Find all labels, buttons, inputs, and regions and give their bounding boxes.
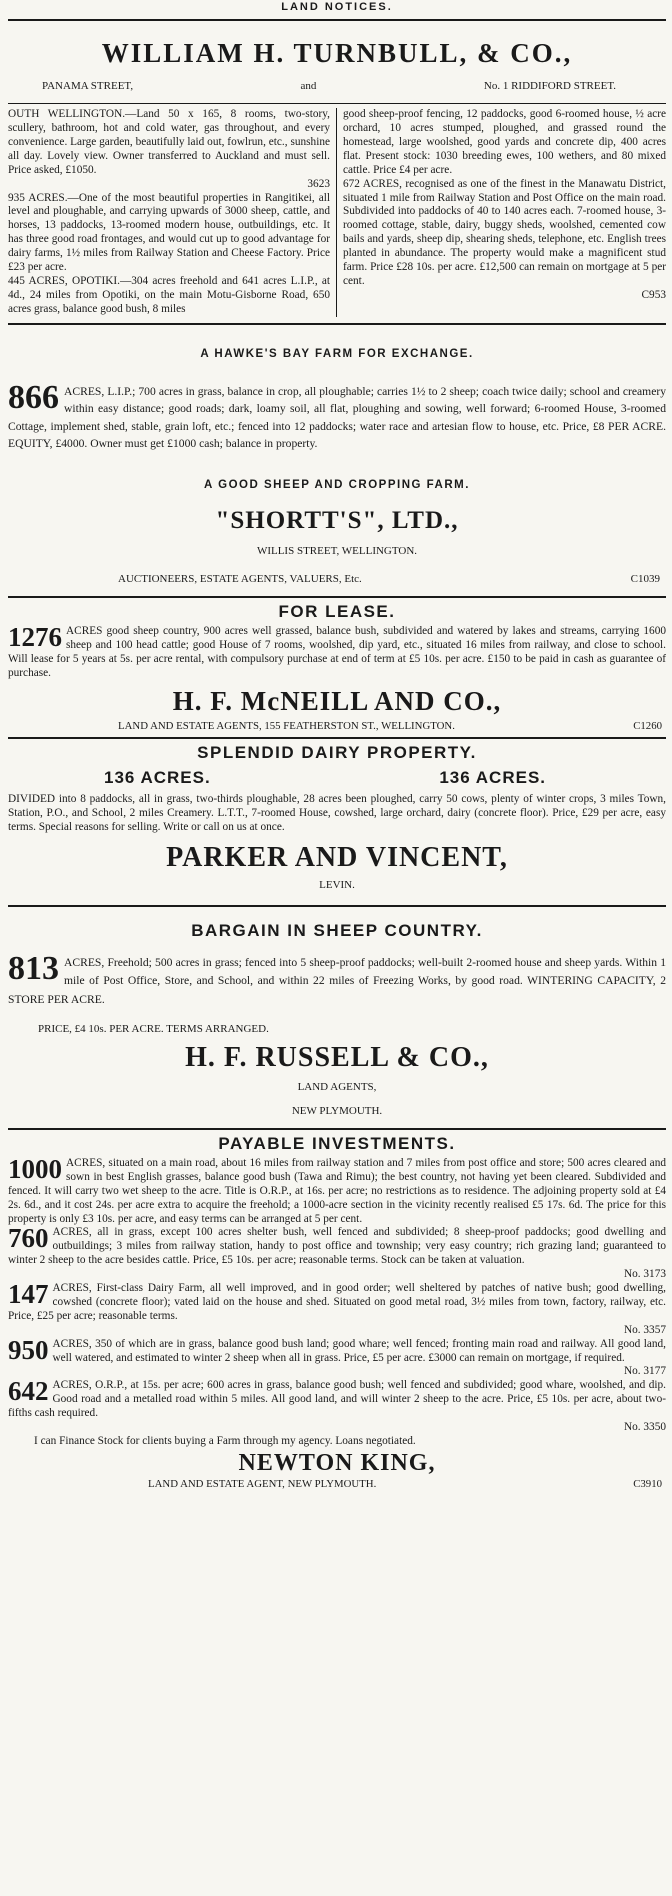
section-title: LAND NOTICES. <box>281 1 393 13</box>
dairy-acres-right: 136 ACRES. <box>439 768 546 788</box>
acreage-number: 147 <box>8 1279 49 1310</box>
russell-firm-name: H. F. RUSSELL & CO., <box>185 1041 489 1073</box>
listing-ref: No. 3173 <box>623 1268 666 1281</box>
listing-text: ACRES, O.R.P., at 15s. per acre; 600 acres in grass, balance good bush; well fenced and subdivided; good whare, woolshed, and dip. Good road and a metalled road within 5 miles. All good land, and will winter 2 sheep to the acre. Price, £5 10s. per acre, about two-fifths cash required. <box>8 1379 666 1420</box>
acreage-number: 760 <box>8 1223 49 1254</box>
listing-ref: No. 3177 <box>623 1365 666 1378</box>
listing-ref: C953 <box>641 288 666 301</box>
turnbull-firm-name: WILLIAM H. TURNBULL, & CO., <box>101 37 573 68</box>
listing-text: ACRES, all in grass, except 100 acres shelter bush, well fenced and subdivided; 8 sheep-proof paddocks; good dwelling and outbuildings; 3 miles from railway station, handy to post office and township; very easy country; rich grazing land; guaranteed to winter 2 sheep to the acre besides cattle. Price, £5 10s. per acre; reasonable terms. Stock can be taken at valuation. <box>8 1226 666 1267</box>
bargain-text: ACRES, Freehold; 500 acres in grass; fenced into 5 sheep-proof paddocks; well-built 2-roomed house and sheep yards. Within 1 mile of Post Office, Store, and School, and within 22 miles of Freezing Works, by good road. WINTERING CAPACITY, 2 STORE PER ACRE. <box>8 955 666 1006</box>
listing-ref: 3623 <box>307 177 330 190</box>
listing-ref: No. 3350 <box>623 1420 666 1433</box>
bargain-listing <box>8 949 666 1010</box>
acreage-number: 866 <box>8 378 59 416</box>
hawkes-bay-heading: A HAWKE'S BAY FARM FOR EXCHANGE. <box>200 347 474 360</box>
payable-heading: PAYABLE INVESTMENTS. <box>218 1134 456 1154</box>
russell-agents: LAND AGENTS, <box>297 1081 377 1094</box>
listing-opotiki-continued: good sheep-proof fencing, 12 paddocks, good 6-roomed house, ½ acre orchard, 10 acres stumped, ploughed, and grassed round the homestead, large woolshed, good yards and concrete dip, 400 acres flat. Present stock: 1030 breeding ewes, 100 wethers, and 80 mixed cattle. Price £4 per acre. <box>343 108 666 176</box>
listing-manawatu: 672 ACRES, recognised as one of the finest in the Manawatu District, situated 1 mile from Railway Station and Post Office on the main road. Subdivided into paddocks of 40 to 140 acres each. 7-roomed house, 3-roomed cottage, stable, dairy, buggy sheds, woolshed, cemented cow bails and yards, sheep dip, shearing sheds, telephone, etc. English trees planted in abundance. The property would make a magnificent stud farm. Price £28 10s. per acre. £12,500 can remain on mortgage at 5 per cent. <box>343 177 666 287</box>
lease-listing <box>8 622 666 681</box>
parker-vincent-town: LEVIN. <box>319 879 355 892</box>
hawkes-bay-advert <box>8 347 666 453</box>
lease-advert <box>8 602 666 733</box>
turnbull-address-right: No. 1 RIDDIFORD STREET. <box>483 79 616 92</box>
hawkes-bay-listing <box>8 378 666 453</box>
shortts-advert <box>8 478 666 586</box>
divider <box>8 19 666 21</box>
finance-note: I can Finance Stock for clients buying a Farm through my agency. Loans negotiated. <box>34 1434 416 1447</box>
russell-town: NEW PLYMOUTH. <box>291 1104 383 1117</box>
shortts-address: WILLIS STREET, WELLINGTON. <box>256 545 418 558</box>
dairy-text: DIVIDED into 8 paddocks, all in grass, two-thirds ploughable, 28 acres been ploughed, carry 50 cows, plenty of winter crops, 3 miles Town, Station, P.O., and School, 2 miles Creamery. L.T.T., 7-roomed House, cowshed, large orchard, dairy (concrete floor). Price, £29 per acre, easy terms. Special reasons for selling. Write or call on us at once. <box>8 792 666 833</box>
mcneill-address: LAND AND ESTATE AGENTS, 155 FEATHERSTON ST., WELLINGTON. <box>118 719 455 732</box>
dairy-acres-row <box>8 768 666 789</box>
listing-text: ACRES, 350 of which are in grass, balance good bush land; good whare; well fenced; fronting main road and railway. All good land, well watered, and estimated to winter 2 sheep when all in grass. Price, £5 per acre. £3000 can remain on mortgage, if required. <box>52 1337 666 1364</box>
listing-text: ACRES, First-class Dairy Farm, all well improved, and in good order; well sheltered by patches of native bush; good dwelling, cowshed (concrete floor); vated laid on the house and shed. Situated on good metal road, 3½ miles from town, factory, railway, etc. Price, £25 per acre; reasonable terms. <box>8 1282 666 1322</box>
listing-ref: No. 3357 <box>623 1323 666 1336</box>
acreage-number: 642 <box>8 1376 49 1407</box>
dairy-advert <box>8 743 666 892</box>
bargain-advert <box>8 921 666 1119</box>
listing-rangitikei: 935 ACRES.—One of the most beautiful properties in Rangitikei, all level and ploughable, and carrying upwards of 3000 sheep, cattle, and horses, 13 paddocks, 13-roomed modern house, outbuildings, etc. It has three good road frontages, and would cut up to good advantage for dairy farms, 1½ miles from Railway Station and Cheese Factory. Price £23 per acre. <box>8 191 330 274</box>
dairy-acres-left: 136 ACRES. <box>104 768 211 788</box>
acreage-number: 1000 <box>8 1154 62 1185</box>
listing-item <box>8 1279 666 1338</box>
newton-king-address: LAND AND ESTATE AGENT, NEW PLYMOUTH. <box>148 1478 377 1491</box>
divider <box>8 596 666 598</box>
bargain-heading: BARGAIN IN SHEEP COUNTRY. <box>191 920 483 940</box>
dairy-heading: SPLENDID DAIRY PROPERTY. <box>197 743 477 763</box>
bargain-price: PRICE, £4 10s. PER ACRE. TERMS ARRANGED. <box>38 1023 269 1036</box>
listing-text: ACRES, situated on a main road, about 16 miles from railway station and 7 miles from post office and store; 500 acres cleared and sown in best English grasses, balance good bush (Tawa and Rimu); the best country, not having yet been cleared. Subdivided and fenced. It will carry two wet sheep to the acre. Title is O.R.P., at 16s. per acre; no restrictions as to residence. The adjoining property sold at £4 2s. 6d., and it cost 24s. per acre extra to acquire the freehold; a 1000-acre section in the vicinity recently realised £5 17s. 6d. The price for this property is only £3 10s. per acre, and easy terms can be arranged at 5 per cent. <box>8 1157 666 1225</box>
acreage-number: 950 <box>8 1334 49 1365</box>
divider <box>8 1128 666 1130</box>
mcneill-address-row <box>8 720 666 733</box>
acreage-number: 813 <box>8 949 59 987</box>
mcneill-ref: C1260 <box>633 719 662 732</box>
newton-king-address-row <box>8 1478 666 1491</box>
acreage-number: 1276 <box>8 622 62 653</box>
listing-opotiki: 445 ACRES, OPOTIKI.—304 acres freehold and 641 acres L.I.P., at 4d., 24 miles from Opotiki, on the main Motu-Gisborne Road, 650 acres grass, balance good bush, 8 miles <box>8 274 330 315</box>
newton-king-firm-name: NEWTON KING, <box>238 1449 436 1476</box>
listing-item <box>8 1334 666 1380</box>
turnbull-right-column <box>337 108 666 316</box>
turnbull-advert <box>8 37 666 317</box>
lease-text: ACRES good sheep country, 900 acres well grassed, balance bush, subdivided and watered by lakes and streams, carrying 1600 sheep and 100 head cattle; good House of 7 rooms, woolshed, dip yard, etc., situated 16 miles from railway, and close to school. Will lease for 5 years at 5s. per acre rental, with compulsory purchase at end of term at £5 10s. per acre. £150 to be paid in cash as guarantee of purchase. <box>8 625 666 679</box>
listing-south-wellington: OUTH WELLINGTON.—Land 50 x 165, 8 rooms, two-story, scullery, bathroom, hot and cold water, gas throughout, and every convenience. Large garden, beautifully laid out, fowlrun, etc., sunshine all day. Lovely view. Owner transferred to Auckland and must sell. Price asked, £1050. <box>8 108 330 176</box>
payable-advert <box>8 1134 666 1491</box>
turnbull-address-left: PANAMA STREET, <box>42 79 134 92</box>
lease-heading: FOR LEASE. <box>278 602 396 622</box>
shortts-description-row <box>8 573 666 587</box>
turnbull-left-column <box>8 108 337 316</box>
divider <box>8 323 666 325</box>
listing-item <box>8 1223 666 1282</box>
divider <box>8 905 666 907</box>
shortts-ref: C1039 <box>630 572 660 585</box>
listing-item <box>8 1154 666 1226</box>
turnbull-address <box>8 70 666 100</box>
shortts-description: AUCTIONEERS, ESTATE AGENTS, VALUERS, Etc. <box>118 572 362 585</box>
hawkes-bay-text: ACRES, L.I.P.; 700 acres in grass, balance in crop, all ploughable; carries 1½ to 2 sheep; coach twice daily; school and creamery within easy distance; good roads; dark, loamy soil, all flat, ploughing and sowing, well forward; 6-roomed House, 3-roomed Cottage, implement shed, stable, grain loft, etc.; fenced into 12 paddocks; water race and artesian flow to house, etc. Price, £8 PER ACRE. EQUITY, £4000. Owner must get £1000 cash; balance in property. <box>8 384 666 450</box>
turnbull-address-and: and <box>300 79 317 92</box>
newton-king-ref: C3910 <box>633 1478 662 1491</box>
listing-item <box>8 1376 666 1435</box>
shortts-heading: A GOOD SHEEP AND CROPPING FARM. <box>204 479 470 492</box>
parker-vincent-firm-name: PARKER AND VINCENT, <box>166 841 508 873</box>
divider <box>8 103 666 104</box>
turnbull-columns <box>8 108 666 316</box>
divider <box>8 737 666 739</box>
shortts-firm-name: "SHORTT'S", LTD., <box>215 507 459 535</box>
mcneill-firm-name: H. F. McNEILL AND CO., <box>172 685 502 716</box>
